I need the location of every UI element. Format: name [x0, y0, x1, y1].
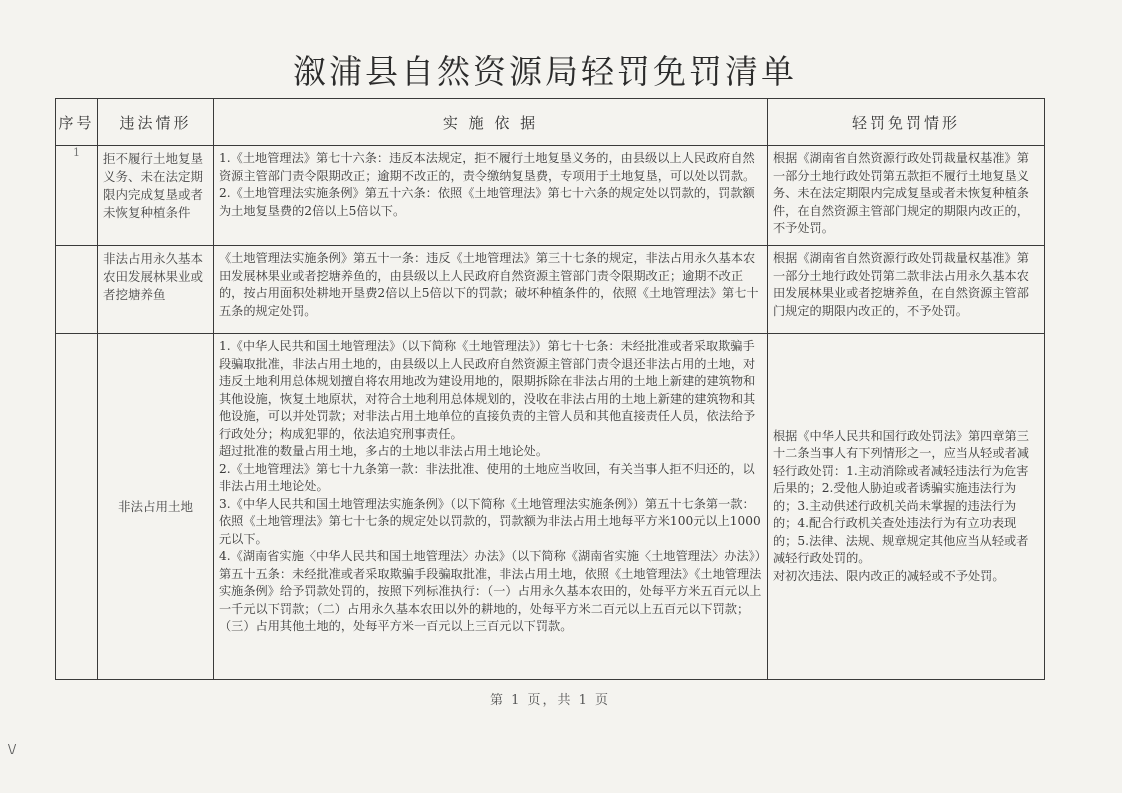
row-seq: 1 [56, 146, 98, 246]
scan-mark: \/ [8, 742, 17, 756]
row-basis [214, 334, 768, 680]
row-basis [214, 146, 768, 246]
header-seq: 序号 [56, 99, 98, 146]
row-basis [214, 246, 768, 334]
row-relief [768, 146, 1045, 246]
basis-text: 1.《土地管理法》第七十六条：违反本法规定，拒不履行土地复垦义务的，由县级以上人民政府自然资源主管部门责令限期改正；逾期不改正的，责令缴纳复垦费，专项用于土地复垦，可以处以罚款。 2.《土地管理法实施条例》第五十六条：依照《土地管理法》第七十六条的规定处以罚款的，罚款额为土地复垦费的2倍以上5倍以下。 [219, 151, 756, 218]
row-violation [98, 334, 214, 680]
header-basis: 实 施 依 据 [214, 99, 768, 146]
violation-text: 非法占用土地 [117, 498, 193, 514]
violation-text: 非法占用永久基本农田发展林果业或者挖塘养鱼 [103, 251, 204, 302]
row-seq [56, 334, 98, 680]
relief-text: 根据《湖南省自然资源行政处罚裁量权基准》第一部分土地行政处罚第五款拒不履行土地复垦义务、未在法定期限内完成复垦或者未恢复种植条件，在自然资源主管部门规定的期限内改正的，不予处罚。 [773, 151, 1029, 235]
header-relief: 轻罚免罚情形 [768, 99, 1045, 146]
penalty-table [55, 98, 1045, 680]
row-relief [768, 334, 1045, 680]
violation-text: 拒不履行土地复垦义务、未在法定期限内完成复垦或者未恢复种植条件 [103, 151, 204, 220]
page-footer: 第 1 页，共 1 页 [489, 693, 611, 708]
row-violation [98, 246, 214, 334]
relief-text: 根据《中华人民共和国行政处罚法》第四章第三十二条当事人有下列情形之一，应当从轻或者减轻行政处罚：1.主动消除或者减轻违法行为危害后果的；2.受他人胁迫或者诱骗实施违法行为的；3.主动供述行政机关尚未掌握的违法行为的；4.配合行政机关查处违法行为有立功表现的；5.法律、法规、规章规定其他应当从轻或者减轻行政处罚的。 对初次违法、限内改正的减轻或不予处罚。 [773, 428, 1029, 583]
basis-text: 《土地管理法实施条例》第五十一条：违反《土地管理法》第三十七条的规定，非法占用永久基本农田发展林果业或者挖塘养鱼的，由县级以上人民政府自然资源主管部门责令限期改正；逾期不改正的，按占用面积处耕地开垦费2倍以上5倍以下的罚款；破坏种植条件的，依照《土地管理法》第七十五条的规定处罚。 [219, 251, 759, 318]
table-row [56, 146, 1045, 246]
row-violation [98, 146, 214, 246]
row-seq [56, 246, 98, 334]
header-violation: 违法情形 [98, 99, 214, 146]
basis-text: 1.《中华人民共和国土地管理法》（以下简称《土地管理法》）第七十七条：未经批准或者采取欺骗手段骗取批准，非法占用土地的，由县级以上人民政府自然资源主管部门责令退还非法占用的土地，对违反土地利用总体规划擅自将农用地改为建设用地的，限期拆除在非法占用的土地上新建的建筑物和其他设施，恢复土地原状，对符合土地利用总体规划的，没收在非法占用的土地上新建的建筑物和其他设施，可以并处罚款；对非法占用土地单位的直接负责的主管人员和其他直接责任人员，依法给予行政处分；构成犯罪的，依法追究刑事责任。 超过批准的数量占用土地，多占的土地以非法占用土地论处。 2.《土地管理法》第七十九条第一款：非法批准、使用的土地应当收回，有关当事人拒不归还的，以非法占用土地论处。 3.《中华人民共和国土地管理法实施条例》（以下简称《土地管理法实施条例》）第五十七条第一款：依照《土地管理法》第七十七条的规定处以罚款的，罚款额为非法占用土地每平方米100元以上1000元以下。 4.《湖南省实施〈中华人民共和国土地管理法〉办法》（以下简称《湖南省实施〈土地管理法〉办法》）第五十五条：未经批准或者采取欺骗手段骗取批准，非法占用土地，依照《土地管理法》《土地管理法实施条例》给予罚款处罚的，按照下列标准执行：（一）占用永久基本农田的，处每平方米五百元以上一千元以下罚款；（二）占用永久基本农田以外的耕地的，处每平方米二百元以上五百元以下罚款；（三）占用其他土地的，处每平方米一百元以上三百元以下罚款。 [219, 339, 762, 633]
relief-text: 根据《湖南省自然资源行政处罚裁量权基准》第一部分土地行政处罚第二款非法占用永久基本农田发展林果业或者挖塘养鱼，在自然资源主管部门规定的期限内改正的，不予处罚。 [773, 251, 1029, 318]
table-row [56, 246, 1045, 334]
table-row [56, 334, 1045, 680]
table-header-row [56, 99, 1045, 146]
row-relief [768, 246, 1045, 334]
page-title: 溆浦县自然资源局轻罚免罚清单 [293, 52, 797, 91]
